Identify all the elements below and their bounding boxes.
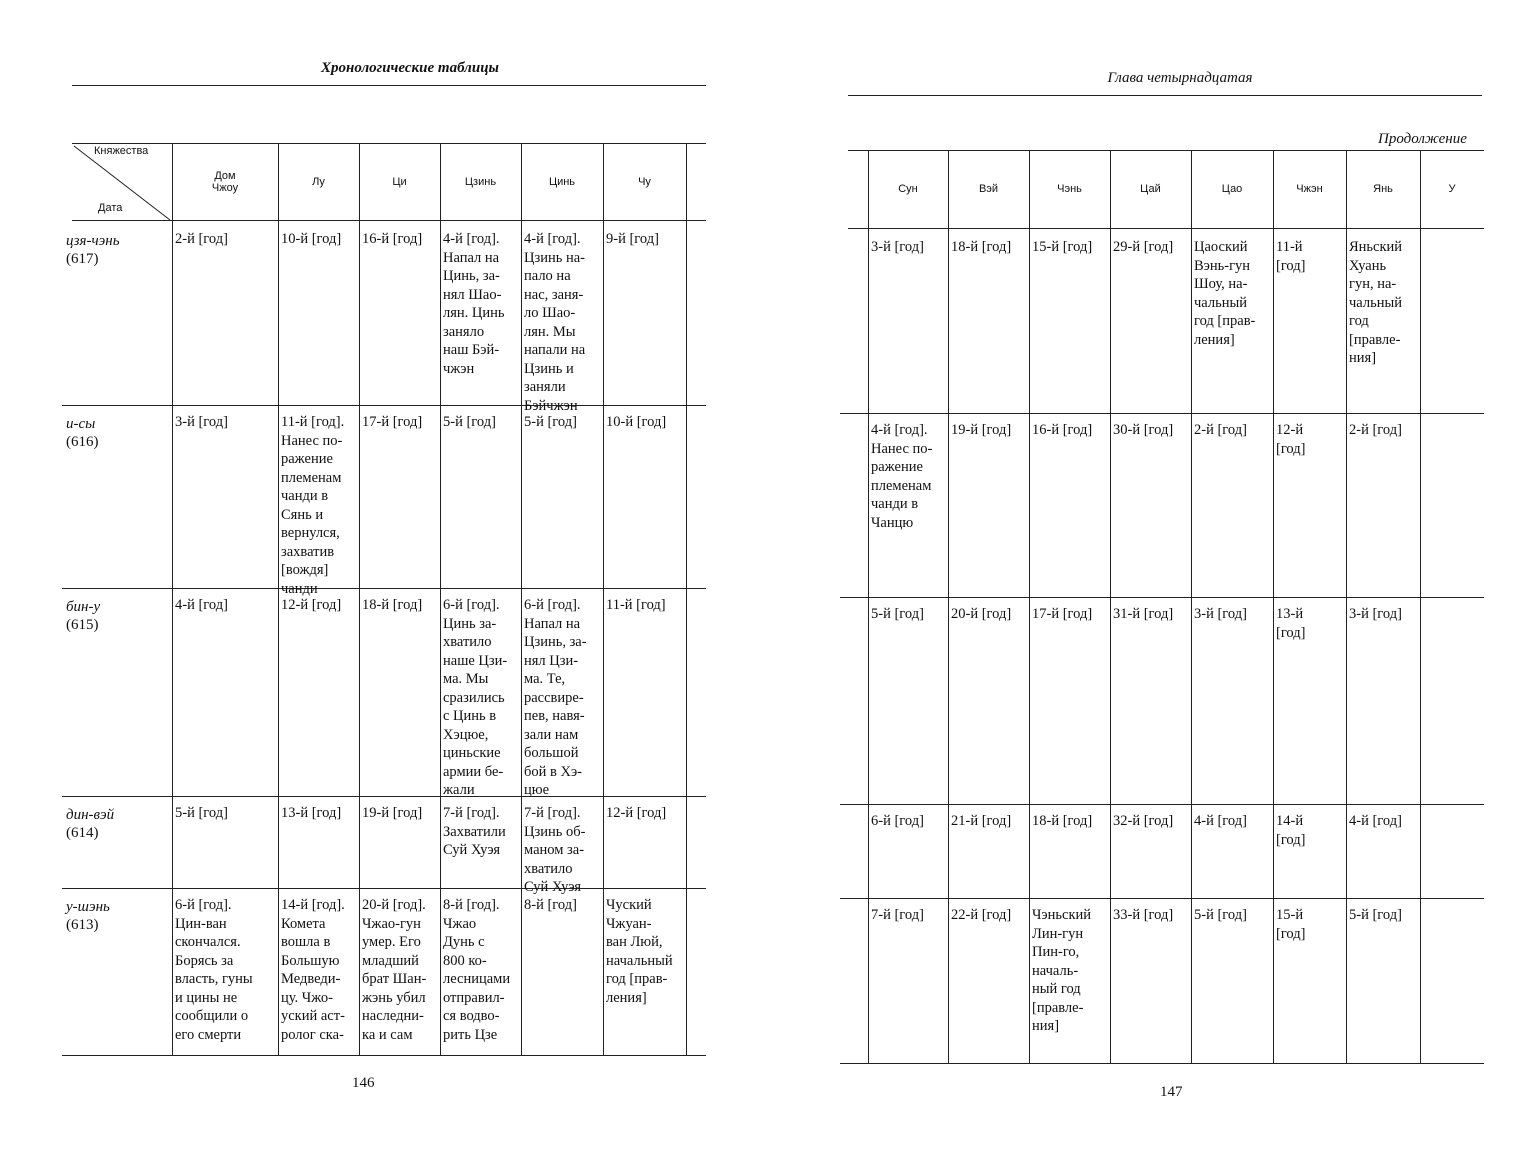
left-table-cell: 2-й [год]: [175, 231, 228, 247]
corner-label-date: Дата: [98, 202, 123, 214]
right-table-cell: 2-й [год]: [1194, 422, 1247, 438]
right-table-cell: 7-й [год]: [871, 907, 924, 923]
year-bce: (613): [66, 917, 99, 933]
right-column-header: Янь: [1373, 183, 1393, 195]
right-column-header: У: [1448, 183, 1456, 195]
right-table-cell: 4-й [год]. Нанес по- ражение племенам чанди в Чанцю: [871, 422, 933, 531]
left-table-cell: 19-й [год]: [362, 805, 423, 821]
left-page-header: Хронологические таблицы: [321, 60, 499, 76]
right-table-cell: 20-й [год]: [951, 606, 1012, 622]
left-column-divider: [686, 143, 687, 1055]
right-column-header: Вэй: [978, 183, 999, 195]
year-bce: (615): [66, 617, 99, 633]
left-table-cell: 5-й [год]: [443, 414, 496, 430]
right-row-rule: [840, 597, 1484, 598]
right-table-cell: 29-й [год]: [1113, 239, 1174, 255]
right-table-cell: 13-й [год]: [1276, 606, 1306, 641]
right-row-rule: [840, 1063, 1484, 1064]
right-table-cell: 15-й [год]: [1032, 239, 1093, 255]
era-name: бин-у: [66, 599, 101, 615]
left-table-cell: 7-й [год]. Захватили Суй Хуэя: [443, 805, 506, 858]
right-table-cell: 3-й [год]: [1194, 606, 1247, 622]
right-page-header: Глава четырнадцатая: [1107, 70, 1253, 86]
right-row-rule: [840, 804, 1484, 805]
left-table-cell: 4-й [год]. Цзинь на- пало на нас, заня- ло Шао- лян. Мы напали на Цзинь и заняли Бэйчжэн: [524, 231, 586, 414]
left-table-cell: 11-й [год]. Нанес по- ражение племенам чанди в Сянь и вернулся, захватив [вождя] чанди: [281, 414, 345, 597]
right-table-cell: 30-й [год]: [1113, 422, 1174, 438]
era-name: цзя-чэнь: [66, 233, 120, 249]
right-table-cell: 12-й [год]: [1276, 422, 1306, 457]
right-table-cell: 21-й [год]: [951, 813, 1012, 829]
right-table-cell: [1420, 906, 1483, 1061]
year-bce: (614): [66, 825, 99, 841]
right-column-header: Сун: [898, 183, 918, 195]
right-table-cell: 4-й [год]: [1194, 813, 1247, 829]
left-table-cell: 4-й [год]. Напал на Цинь, за- нял Шао- лян. Цинь заняло наш Бэй- чжэн: [443, 231, 505, 377]
right-table-cell: [1420, 812, 1483, 896]
era-name: у-шэнь: [66, 899, 110, 915]
right-table-cell: 32-й [год]: [1113, 813, 1174, 829]
right-table-cell: 3-й [год]: [871, 239, 924, 255]
left-page-number: 146: [352, 1075, 375, 1091]
left-column-header: Ци: [392, 175, 407, 188]
left-table-cell: 20-й [год]. Чжао-гун умер. Его младший брат Шан- жэнь убил наследни- ка и сам: [362, 897, 427, 1043]
left-row-rule: [62, 888, 706, 889]
left-column-header: Дом Чжоу: [211, 169, 239, 194]
right-table-cell: Яньский Хуань гун, на- чальный год [правле- ния]: [1349, 239, 1403, 366]
right-table-cell: 15-й [год]: [1276, 907, 1306, 942]
right-table-cell: 22-й [год]: [951, 907, 1012, 923]
right-header-rule: [848, 95, 1482, 96]
right-table-cell: 2-й [год]: [1349, 422, 1402, 438]
right-table-cell: [1420, 238, 1483, 411]
right-table-cell: 3-й [год]: [1349, 606, 1402, 622]
date-cell: [66, 598, 166, 634]
left-column-header: Цзинь: [464, 175, 497, 188]
left-table-cell: 8-й [год]. Чжао Дунь с 800 ко- лесницами отправил- ся водво- рить Цзе: [443, 897, 511, 1043]
left-table-cell: 7-й [год]. Цзинь об- маном за- хватило Суй Хуэя: [524, 805, 586, 895]
left-table-cell: 6-й [год]. Цинь за- хватило наше Цзи- ма. Мы сразились с Цинь в Хэцюе, циньские армии бе- жали: [443, 597, 508, 798]
corner-label-principalities: Княжества: [94, 145, 149, 157]
right-column-header: Цай: [1140, 183, 1161, 195]
left-column-header: Чу: [638, 175, 651, 188]
left-table-cell: 10-й [год]: [606, 414, 667, 430]
left-table-cell: 8-й [год]: [524, 897, 577, 913]
right-column-header: Цао: [1221, 183, 1243, 195]
right-table-cell: 6-й [год]: [871, 813, 924, 829]
right-table-cell: 33-й [год]: [1113, 907, 1174, 923]
right-page-number: 147: [1160, 1084, 1183, 1100]
left-table-cell: Чуский Чжуан- ван Люй, начальный год [прав- ления]: [606, 897, 673, 1006]
left-table-cell: 6-й [год]. Цин-ван скончался. Борясь за власть, гуны и цины не сообщили о его смерти: [175, 897, 253, 1043]
left-header-rule: [72, 85, 706, 86]
left-table-cell: 4-й [год]: [175, 597, 228, 613]
left-table-cell: 16-й [год]: [362, 231, 423, 247]
left-row-rule: [62, 405, 706, 406]
right-table-cell: 18-й [год]: [1032, 813, 1093, 829]
left-column-header: Цинь: [548, 175, 576, 188]
left-table-cell: 17-й [год]: [362, 414, 423, 430]
right-table-cell: [1420, 605, 1483, 802]
era-name: и-сы: [66, 416, 96, 432]
era-name: дин-вэй: [66, 807, 115, 823]
left-column-header: Лу: [312, 175, 325, 188]
date-cell: [66, 415, 166, 451]
right-table-cell: 19-й [год]: [951, 422, 1012, 438]
right-table-cell: 5-й [год]: [871, 606, 924, 622]
right-table-cell: 11-й [год]: [1276, 239, 1306, 274]
left-table-cell: 5-й [год]: [524, 414, 577, 430]
right-row-rule: [840, 413, 1484, 414]
right-table-cell: 17-й [год]: [1032, 606, 1093, 622]
right-table-cell: Цаоский Вэнь-гун Шоу, на- чальный год [прав- ления]: [1194, 239, 1256, 348]
left-table-cell: 9-й [год]: [606, 231, 659, 247]
right-table-cell: 14-й [год]: [1276, 813, 1306, 848]
left-table-cell: 11-й [год]: [606, 597, 666, 613]
right-table-cell: 16-й [год]: [1032, 422, 1093, 438]
right-table-cell: 5-й [год]: [1194, 907, 1247, 923]
right-column-header: Чэнь: [1057, 183, 1082, 195]
right-table-cell: Чэньский Лин-гун Пин-го, началь- ный год [правле- ния]: [1032, 907, 1092, 1034]
left-table-cell: 3-й [год]: [175, 414, 228, 430]
left-row-rule: [62, 796, 706, 797]
right-table-cell: 4-й [год]: [1349, 813, 1402, 829]
left-row-rule: [62, 588, 706, 589]
left-table-cell: 14-й [год]. Комета вошла в Большую Медведи- цу. Чжо- уский аст- ролог ска-: [281, 897, 345, 1043]
right-table-cell: 5-й [год]: [1349, 907, 1402, 923]
left-table-cell: 13-й [год]: [281, 805, 342, 821]
left-table-cell: 5-й [год]: [175, 805, 228, 821]
right-table-cell: 18-й [год]: [951, 239, 1012, 255]
year-bce: (617): [66, 251, 99, 267]
right-row-rule: [840, 898, 1484, 899]
date-cell: [66, 806, 166, 842]
date-cell: [66, 898, 166, 934]
left-table-cell: 10-й [год]: [281, 231, 342, 247]
right-header-bottom-rule: [848, 228, 1484, 229]
date-cell: [66, 232, 166, 268]
right-table-cell: 31-й [год]: [1113, 606, 1174, 622]
continuation-label: Продолжение: [1378, 131, 1467, 147]
year-bce: (616): [66, 434, 99, 450]
left-table-cell: 12-й [год]: [281, 597, 342, 613]
right-table-cell: [1420, 421, 1483, 595]
left-row-rule: [62, 1055, 706, 1056]
left-table-cell: 6-й [год]. Напал на Цзинь, за- нял Цзи- ма. Те, рассвире- пев, навя- зали нам большой бой в Хэ- цюе: [524, 597, 587, 798]
left-table-cell: 12-й [год]: [606, 805, 667, 821]
right-column-header: Чжэн: [1296, 183, 1323, 195]
left-table-cell: 18-й [год]: [362, 597, 423, 613]
